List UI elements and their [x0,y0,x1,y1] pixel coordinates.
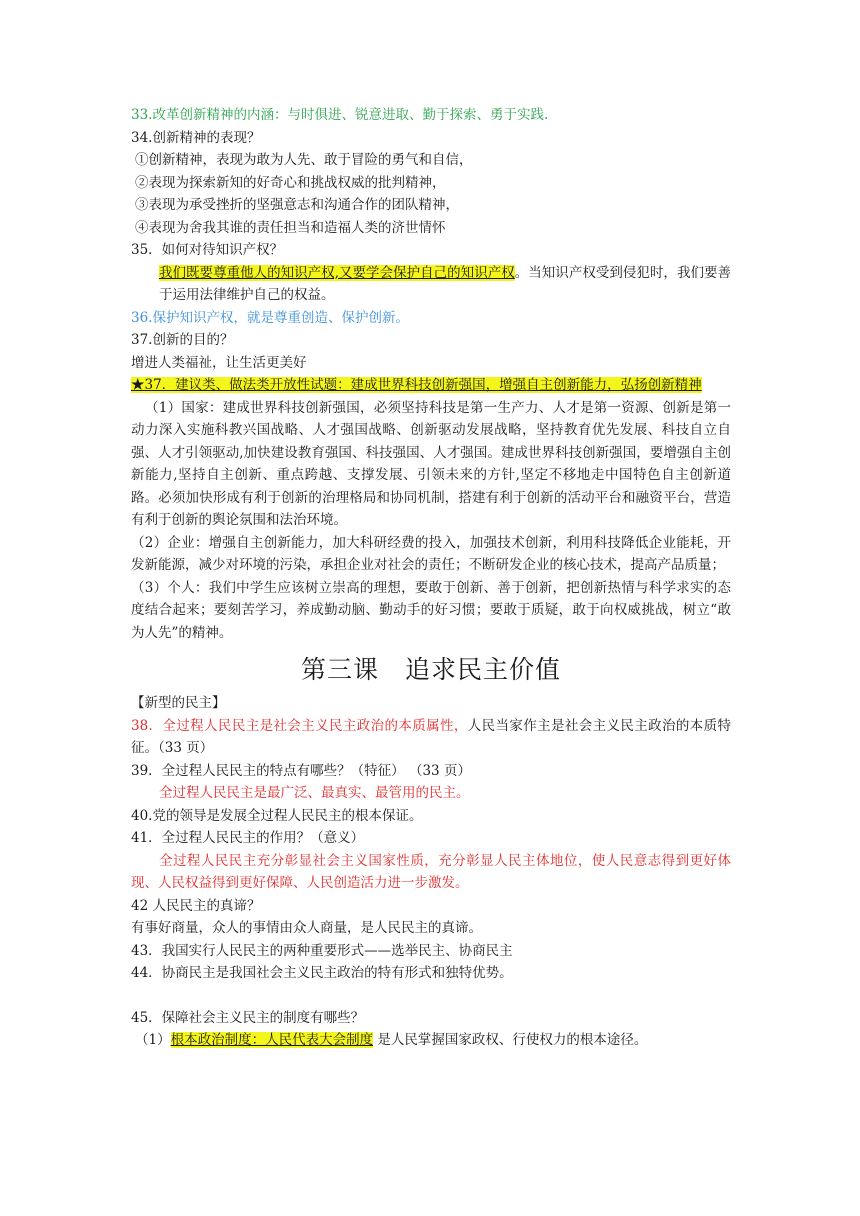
item-40: 40.党的领导是发展全过程人民民主的根本保证。 [131,807,423,824]
item-36: 36.保护知识产权，就是尊重创造、保护创新。 [131,309,409,326]
item-39-answer: 全过程人民民主是最广泛、最真实、最管用的民主。 [159,785,470,801]
item-38-red: 38．全过程人民民主是社会主义民主政治的本质属性， [131,717,468,734]
item-34-question: 34.创新精神的表现？ [131,129,261,146]
item-34-point-4: ④表现为舍我其谁的责任担当和造福人类的济世情怀 [135,219,446,236]
lesson-title: 第三课 追求民主价值 [300,655,561,684]
answer-enterprise: （2）企业：增强自主创新能力，加大科研经费的投入，加强技术创新，利用科技降低企业能耗，开发新能源，减少对环境的污染，承担企业对社会的责任；不断研发企业的核心技术，提高产品质量； [131,534,731,573]
item-34-point-3: ③表现为承受挫折的坚强意志和沟通合作的团队精神， [135,197,459,213]
item-44: 44．协商民主是我国社会主义民主政治的特有形式和独特优势。 [131,965,513,981]
answer-country: （1）国家：建成世界科技创新强国，必须坚持科技是第一生产力、人才是第一资源、创新是第一动力深入实施科教兴国战略、人才强国战略、创新驱动发展战略，坚持教育优先发展、科技自立自强、人才引领驱动,加快建设教育强国、科技强国、人才强国。建成世界科技创新强国，要增强自主创新能力,坚持自主创新、重点跨越、支撑发展、引领未来的方针,坚定不移地走中国特色自主创新道路。必须加快形成有利于创新的治理格局和协同机制，搭建有利于创新的活动平台和融资平台，营造有利于创新的舆论氛围和法治环境。 [131,399,731,528]
item-41-answer: 全过程人民民主充分彰显社会主义国家性质，充分彰显人民主体地位，使人民意志得到更好体现、人民权益得到更好保障、人民创造活力进一步激发。 [131,852,731,891]
item-35-answer-rest: 。当知识产权受到侵犯时，我们要善于运用法律维护自己的权益。 [159,264,732,303]
item-45-question: 45．保障社会主义民主的制度有哪些？ [131,1009,365,1026]
item-43: 43．我国实行人民民主的两种重要形式——选举民主、协商民主 [131,942,513,959]
item-38-rest: 人民当家作主是社会主义民主政治的本质特征。（33 页） [131,717,731,756]
item-33: 33.改革创新精神的内涵：与时俱进、锐意进取、勤于探索、勇于实践. [131,107,549,123]
item-35-highlight: 我们既要尊重他人的知识产权,又要学会保护自己的知识产权 [159,264,515,281]
item-34-point-2: ②表现为探索新知的好奇心和挑战权威的批判精神， [135,174,446,191]
item-41-question: 41．全过程人民民主的作用？（意义） [131,830,365,846]
item-39-question: 39．全过程人民民主的特点有哪些？（特征） （33 页） [131,762,471,779]
item-34-point-1: ①创新精神，表现为敢为人先、敢于冒险的勇气和自信， [135,152,473,168]
item-45-point-1-rest: 是人民掌握国家政权、行使权力的根本途径。 [373,1032,648,1048]
document-page [131,104,731,1052]
item-37-open-question [131,374,731,397]
item-42-answer: 有事好商量，众人的事情由众人商量，是人民民主的真谛。 [131,920,482,936]
section-heading: 【新型的民主】 [131,695,226,711]
answer-individual: （3）个人：我们中学生应该树立崇高的理想，要敢于创新、善于创新，把创新热情与科学求实的态度结合起来；要刻苦学习，养成勤动脑、勤动手的好习惯；要敢于质疑，敢于向权威挑战，树立“敢为人先”的精神。 [131,579,731,641]
item-45-point-1-highlight: 根本政治制度：人民代表大会制度 [170,1032,374,1048]
item-38 [131,715,731,760]
item-37-open-question-highlight: ★37．建议类、做法类开放性试题：建成世界科技创新强国，增强自主创新能力，弘扬创新精神 [131,377,702,393]
item-37-answer: 增进人类福祉，让生活更美好 [131,354,307,371]
item-42-question: 42 人民民主的真谛？ [131,897,261,914]
blank-line [131,985,731,1007]
item-35-answer [131,262,731,307]
item-45-point-1 [131,1029,731,1052]
item-45-point-1-number: （1） [135,1032,171,1048]
item-37-question: 37.创新的目的？ [131,332,234,348]
item-35-question: 35．如何对待知识产权？ [131,242,284,258]
